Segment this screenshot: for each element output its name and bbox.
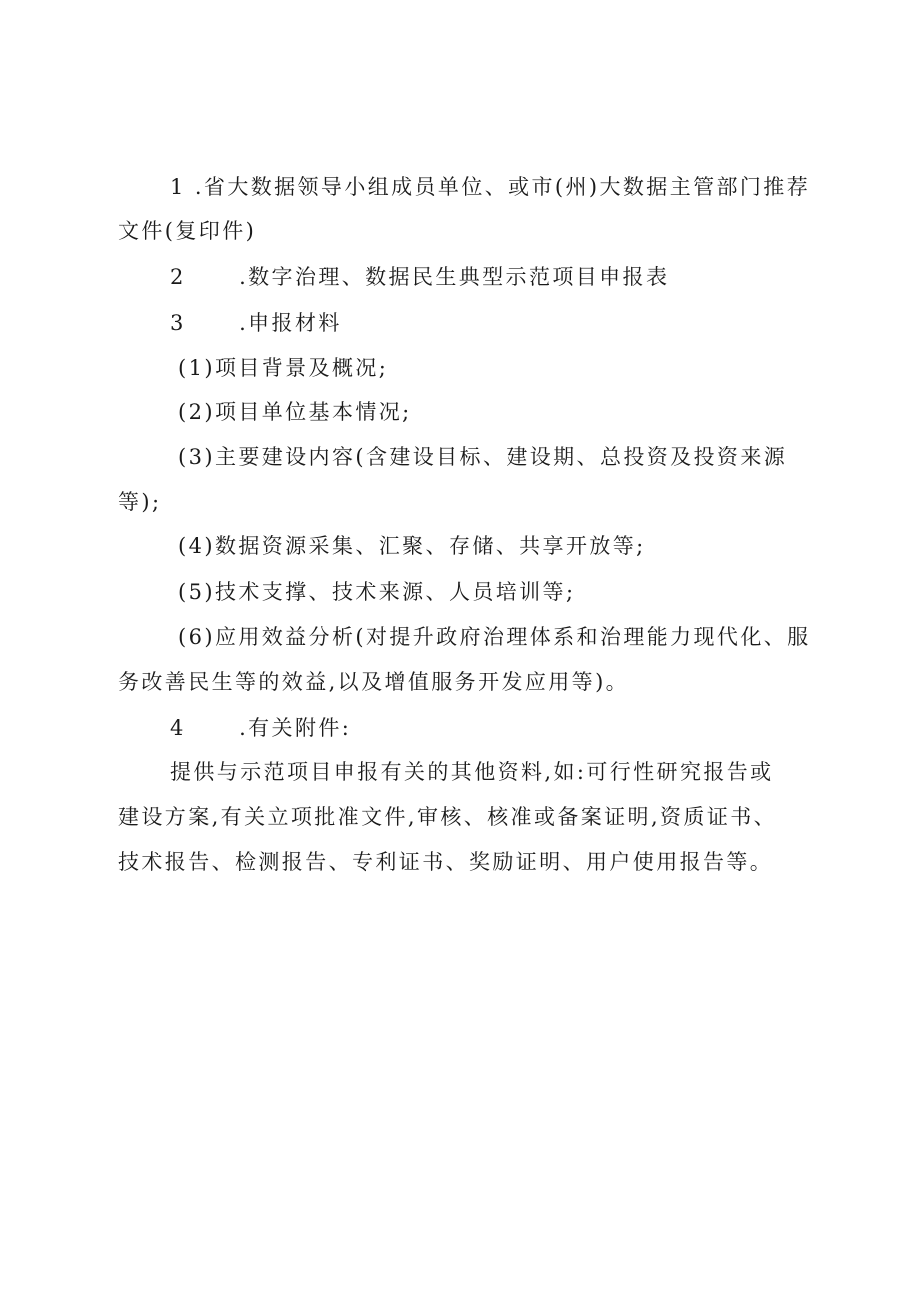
- item-3-sub-6-line-2: 务改善民生等的效益,以及增值服务开发应用等)。: [118, 670, 630, 694]
- item-4-paragraph-line-2: 建设方案,有关立项批准文件,审核、核准或备案证明,资质证书、: [118, 805, 778, 829]
- item-2: [170, 262, 669, 292]
- item-3-text: .申报材料: [239, 311, 342, 335]
- item-3-sub-3-line-1: (3)主要建设内容(含建设目标、建设期、总投资及投资来源: [178, 445, 788, 469]
- item-3: [170, 308, 342, 338]
- item-4-paragraph-line-1: 提供与示范项目申报有关的其他资料,如:可行性研究报告或: [170, 760, 774, 784]
- item-3-sub-6-line-1: (6)应用效益分析(对提升政府治理体系和治理能力现代化、服: [178, 625, 811, 649]
- item-3-sub-5: (5)技术支撑、技术来源、人员培训等;: [178, 580, 576, 604]
- item-1-text: .省大数据领导小组成员单位、或市(州)大数据主管部门推荐: [194, 175, 811, 199]
- item-1-line-1: [170, 172, 810, 202]
- item-3-sub-3-line-2: 等);: [118, 490, 162, 514]
- item-4-number: 4: [170, 716, 186, 740]
- item-2-text: .数字治理、数据民生典型示范项目申报表: [239, 265, 670, 289]
- item-3-number: 3: [170, 311, 186, 335]
- item-1-number: 1: [170, 175, 186, 199]
- item-4-paragraph-line-3: 技术报告、检测报告、专利证书、奖励证明、用户使用报告等。: [118, 850, 774, 874]
- item-2-number: 2: [170, 265, 186, 289]
- item-4: [170, 713, 351, 743]
- item-3-sub-4: (4)数据资源采集、汇聚、存储、共享开放等;: [178, 534, 646, 558]
- item-4-text: .有关附件:: [239, 716, 352, 740]
- item-3-sub-1: (1)项目背景及概况;: [178, 356, 389, 380]
- item-1-line-2: 文件(复印件): [118, 219, 257, 243]
- item-3-sub-2: (2)项目单位基本情况;: [178, 400, 412, 424]
